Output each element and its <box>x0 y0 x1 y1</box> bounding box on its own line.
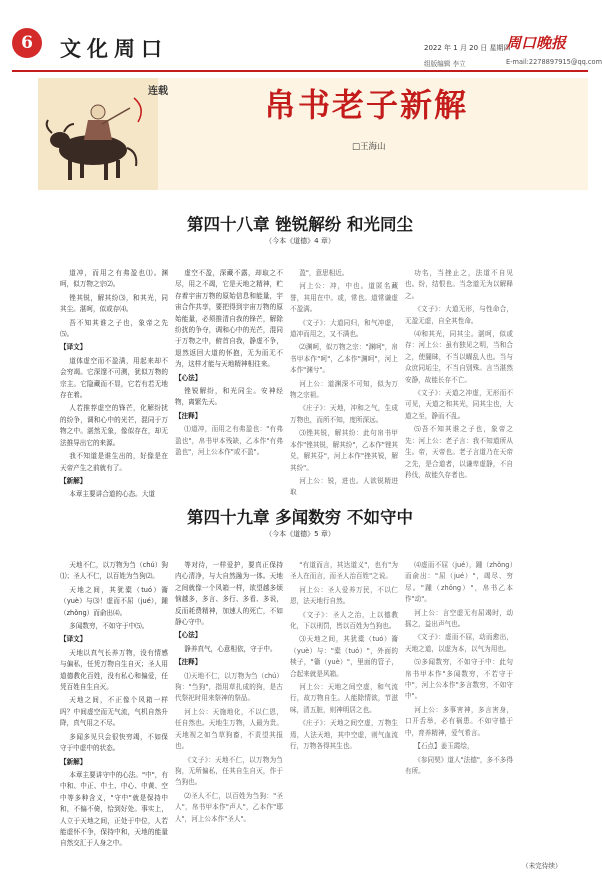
section-heading: 【注释】 <box>175 658 202 667</box>
section-heading: 【心法】 <box>175 373 202 382</box>
paragraph: 多闻多见只会很快穷竭，不如保守于中虚中的状态。 <box>60 732 168 753</box>
paragraph: 虚空不盈，深藏不露，却取之不尽，用之不竭，它是天地之精神，贮存着宇宙万物的原始信息和能量，宇宙合作共享，要把得到宇宙万物的原始能量，必须推清自我的锋芒，解除纷扰的争夺，调和心中的光芒，混同于万物之中，俯首自我，静虚不争，退然返回大道的怀抱，无为而无不为，这样才能与天地精神相往来。 <box>175 269 283 369</box>
paragraph: 《参同契》道人"法德"，多不多得有所。 <box>405 755 513 775</box>
paragraph: 河上公：多事害神，多言害身，口开舌举，必有祸患。不如守德于中，育养精神，爱气希言。 <box>405 705 513 737</box>
section-heading: 【注释】 <box>175 411 202 420</box>
page-header <box>0 0 600 74</box>
ox-rider-illustration <box>38 78 158 190</box>
paragraph: ⑸吾不知其谁之子也，象帝之先：河上公：老子言：我不知道所从生。帝，天帝也。老子言道乃在天帝之先，是合道者，以谦卑虚静，不自矜伐，故能久存者也。 <box>405 425 513 479</box>
paragraph: ⑴道冲，而用之有弗盈也："有弗盈也"，帛书甲本残缺，乙本作"有弗盈也"，河上公本作"或不盈"。 <box>175 425 283 457</box>
chapter-49-column-3 <box>290 560 398 856</box>
paragraph: 静养真气，心意相依，守于中。 <box>184 644 277 653</box>
section-heading: 【译文】 <box>60 635 87 644</box>
paragraph: 道冲，而用之有弗盈也⑴。渊呵，似万物之宗⑵。 <box>60 269 168 289</box>
paragraph: ⑴天地不仁，以万物为刍（chú）狗："刍狗"，指用草扎成的狗，是古代祭祀时用来祭神的祭品。 <box>175 671 283 703</box>
paragraph: 《文子》：天道之冲虚，无形而不可见，天道之和其光，同其尘也，大道之至，静而不乱。 <box>405 389 513 420</box>
paragraph: 天地不仁，以万物为刍（chú）狗⑴；圣人不仁，以百姓为刍狗⑵。 <box>60 561 168 581</box>
column-tag: 连载 <box>148 86 168 97</box>
chapter-49-column-2 <box>175 560 283 856</box>
paragraph: 《庄子》：天地之间空虚，万物生焉，人法天地，其中空虚，则气血流行，万物各得其生也。 <box>290 719 398 751</box>
paragraph: 《文子》：圣人之治，上以德教化，下以刑罚，皆以百姓为刍狗也。 <box>290 610 398 631</box>
paragraph: 锉锐解纷，和光同尘。安神经物，离繁先天。 <box>175 387 283 407</box>
chapter-48-title: 第四十八章 锉锐解纷 和光同尘 <box>187 215 413 234</box>
chapter-48-column-2 <box>175 268 283 478</box>
chapter-49-title: 第四十九章 多闻数穷 不如守中 <box>187 508 413 527</box>
paragraph: ⑷和其光，同其尘。湛呵，似或存：河上公：虽有独见之明，当和合之，使闇昧，不当以曜乱人也。当与众庶同垢尘，不当自别殊。言当湛然安静，故能长存不亡。 <box>405 330 513 384</box>
paragraph: 多闻数穷，不如守于中⑸。 <box>69 622 149 631</box>
paragraph: 天地之间，其犹橐（tuó）籥（yuè）与⑶！虚而不屈（jué），踵（zhǒng）而俞出⑷。 <box>60 585 168 617</box>
paragraph: 我不知道是谁生出的，好像是在天帝产生之前就有了。 <box>60 452 168 472</box>
series-title: 帛书老子新解 <box>264 86 469 124</box>
paragraph: 功名，当挫止之，法道不自见也。纷，结恨也。当念道无为以解释之。 <box>405 269 513 300</box>
paragraph: 本章主要讲守中的心法。"中"，有中和、中正、中土、中心、中黄、空中等多种含义，"守中"就是保持中和，不偏不倚，恰到好处。事实上，人立于天地之间，正处于中位，人若能虚怀不争，保持中和，天地的能量自然交汇于人身之中。 <box>60 770 168 848</box>
paragraph: 河上公：锐，进也。人欲锐精进取 <box>290 476 398 497</box>
paragraph: 《文子》：天地不仁，以万物为刍狗，无所偏私，任其自生自灭，作于刍狗也。 <box>175 755 283 787</box>
chapter-49-column-1 <box>60 560 168 856</box>
header-divider <box>12 70 588 72</box>
newspaper-logo: 周口晚报 <box>506 34 567 52</box>
editor-credit: 组版编辑 李立 <box>424 60 466 68</box>
paragraph: ⑶天地之间，其犹橐（tuó）籥（yuè）与："橐（tuó）"，外面的椟子，"籥（yuè）"，里面的管子，合起来就是风箱。 <box>290 635 398 678</box>
paragraph: 《文子》：大道同归，和气冲虚，道冲而用之，又不满也。 <box>290 318 398 339</box>
section-heading: 【心法】 <box>175 631 202 640</box>
paragraph: ⑵圣人不仁，以百姓为刍狗："圣人"，帛书甲本作"声人"，乙本作"耶人"，河上公本作"圣人"。 <box>175 791 283 823</box>
paragraph: 河上公：言空虚无有屈竭时，动摇之，益出声气也。 <box>405 608 513 629</box>
section-heading: 【新解】 <box>60 757 87 766</box>
paragraph: 天地之间，不正像个风箱一样吗？中间虚空而无气流，气机自然升降，真气用之不尽。 <box>60 696 168 728</box>
continued-note: （未完待续） <box>522 862 562 870</box>
paragraph: 河上公：天施地化，不以仁恩，任自然也。天地生万物，人最为贵。天地视之如刍草狗畜，不责望其报也。 <box>175 707 283 751</box>
paragraph: 【石点】姜玉霞绘， <box>414 742 474 751</box>
paragraph: ⑶锉其锐，解其纷：此句帛书甲本作"锉其锐，解其纷"，乙本作"锉其兑，解其芬"，河上本作"挫其锐，解其纷"。 <box>290 429 399 472</box>
paragraph: ⑵渊呵，似万物之宗："渊呵"，帛书甲本作"呵"，乙本作"渊呵"，河上本作"渊兮"。 <box>290 343 398 375</box>
paragraph: 《庄子》：天地，冲和之气，生成万物也，而所不知，度所深远。 <box>290 404 398 424</box>
paragraph: 等对待，一样爱护，要真正保持内心清净，与大自然融为一体。天地之间就像一个风箱一样，欲望越多烦恼越多，多言、多行、多看、多说，反而耗费精神，加速人的死亡，不如静心守中。 <box>175 561 283 627</box>
author-byline: □王海山 <box>352 142 386 152</box>
paragraph: 吾不知其谁之子也，象帝之先⑸。 <box>60 318 168 339</box>
chapter-48-column-3 <box>290 268 399 497</box>
chapter-48-column-4 <box>405 268 513 478</box>
paragraph: 本章主要讲合道的心态。大道 <box>69 490 155 499</box>
paragraph: 河上公：冲，中也。道匿名藏誉，其用在中。或，常也。道常谦虚不盈满。 <box>290 282 398 314</box>
paragraph: 《文子》：虚而不屈，动而愈出，天地之道，以虚为本，以气为用也。 <box>405 633 513 653</box>
section-heading: 【译文】 <box>60 343 87 352</box>
paragraph: 河上公：圣人爱养万民，不以仁恩，法天地行自然。 <box>290 585 398 606</box>
chapter-49-subtitle: （今本《道德》5 章） <box>265 530 335 538</box>
paragraph: 盈"，意思相近。 <box>299 269 349 277</box>
paragraph: 道体虚空而不盈满，用起来却不会穷竭。它深邃不可测，犹似万物的宗主。它隐藏而不显，它若有若无地存在着。 <box>60 356 168 400</box>
chapter-48-column-1 <box>60 268 168 499</box>
issue-date: 2022 年 1 月 20 日 星期四 <box>424 44 511 52</box>
paragraph: 河上公：道渊深不可知，似为万物之宗祖。 <box>290 379 398 400</box>
section-heading: 【新解】 <box>60 476 87 485</box>
paragraph: ⑷虚而不屈（jué），踵（zhǒng）而俞出："屈（jué）"，竭尽、穷尽。"踵（zhǒng）"，帛书乙本作"动"。 <box>405 561 513 604</box>
section-title: 文化周口 <box>60 36 168 61</box>
paragraph: 人若推荐虚空的锋芒，化解纷扰的纷争，调和心中的光芒，混同于万物之中。湛然无象，像似存在，却无法推导出它的来源。 <box>60 404 168 447</box>
page-number-badge: 6 <box>12 28 42 58</box>
paragraph: 天地以真气长养万物，没有情感与偏私，任凭万物自生自灭；圣人用道德教化百姓，没有私心和偏爱，任凭百姓自生自灭。 <box>60 648 168 692</box>
paragraph: "有道而言，其达道义"，也有"为圣人在而言，而圣人治百姓"之说。 <box>290 561 398 581</box>
paragraph: ⑸多闻数穷，不如守于中：此句帛书甲本作"多闻数穷，不若守于中"，河上公本作"多言数穷，不如守中"。 <box>405 658 513 701</box>
chapter-49-column-4 <box>405 560 513 856</box>
paragraph: 《文子》：大道无形，与性命合，无盈无虚，自全其性命。 <box>405 305 513 325</box>
chapter-48-subtitle: （今本《道德》4 章） <box>265 237 335 245</box>
contact-email: E-mail:2278897915@qq.com <box>506 58 602 66</box>
paragraph: 锉其锐，解其纷⑶，和其光，同其尘。湛呵，似或存⑷。 <box>60 293 168 314</box>
paragraph: 河上公：天地之间空虚，和气流行，故万物自生。人能除情欲，节滋味，清五脏，则神明居之也。 <box>290 683 398 714</box>
